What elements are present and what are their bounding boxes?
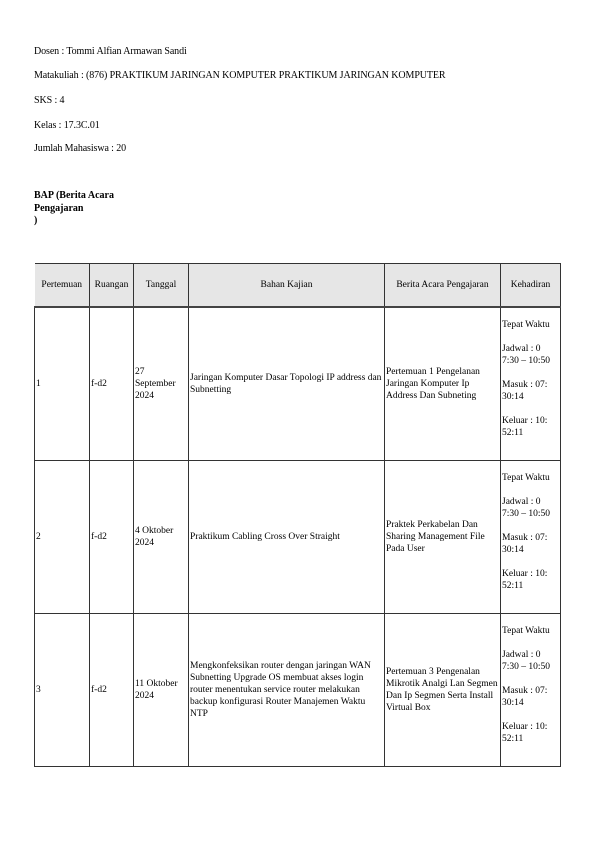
cell-tanggal: 4 Oktober 2024 (134, 460, 189, 613)
kelas-line: Kelas : 17.3C.01 (34, 120, 100, 131)
matakuliah-line: Matakuliah : (876) PRAKTIKUM JARINGAN KOMPUTER PRAKTIKUM JARINGAN KOMPUTER (34, 70, 446, 81)
table-row (35, 613, 561, 766)
cell-kehadiran (501, 613, 561, 766)
cell-bahan-kajian: Jaringan Komputer Dasar Topologi IP address dan Subnetting (189, 307, 385, 460)
bap-heading-line: ) (34, 215, 38, 226)
table-header-row (35, 264, 561, 308)
kehadiran-jadwal: Jadwal : 0 7:30 – 10:50 (502, 496, 551, 519)
kehadiran-status: Tepat Waktu (502, 320, 550, 330)
cell-pertemuan: 3 (35, 613, 90, 766)
cell-berita-acara: Pertemuan 1 Pengelanan Jaringan Komputer Ip Address Dan Subneting (385, 307, 501, 460)
column-header-kehadiran: Kehadiran (501, 264, 561, 308)
cell-kehadiran (501, 460, 561, 613)
kehadiran-keluar: Keluar : 10: 52:11 (502, 721, 548, 744)
column-header-pertemuan: Pertemuan (35, 264, 90, 308)
cell-berita-acara: Pertemuan 3 Pengenalan Mikrotik Analgi Lan Segmen Dan Ip Segmen Serta Install Virtual Box (385, 613, 501, 766)
bap-table-wrapper (34, 263, 560, 767)
kehadiran-keluar: Keluar : 10: 52:11 (502, 416, 548, 438)
sks-line: SKS : 4 (34, 95, 65, 106)
table-row (35, 307, 561, 460)
kehadiran-masuk: Masuk : 07: 30:14 (502, 380, 548, 402)
kehadiran-jadwal: Jadwal : 0 7:30 – 10:50 (502, 649, 551, 672)
kehadiran-masuk: Masuk : 07: 30:14 (502, 685, 548, 708)
bap-heading (34, 190, 134, 228)
cell-pertemuan: 1 (35, 307, 90, 460)
column-header-bahan-kajian: Bahan Kajian (189, 264, 385, 308)
column-header-tanggal: Tanggal (134, 264, 189, 308)
cell-bahan-kajian: Mengkonfeksikan router dengan jaringan WAN Subnetting Upgrade OS membuat akses login router menentukan service router melakukan backup konfigurasi Router Manajemen Waktu NTP (189, 613, 385, 766)
table-row (35, 460, 561, 613)
bap-table (34, 263, 561, 767)
jumlah-mahasiswa-line: Jumlah Mahasiswa : 20 (34, 143, 127, 154)
bap-heading-line: BAP (Berita Acara (34, 190, 114, 201)
bap-heading-line: Pengajaran (34, 202, 84, 214)
cell-tanggal: 27 September 2024 (134, 307, 189, 460)
column-header-berita-acara: Berita Acara Pengajaran (385, 264, 501, 308)
cell-ruangan: f-d2 (90, 613, 134, 766)
cell-kehadiran (501, 307, 561, 460)
kehadiran-status: Tepat Waktu (502, 472, 550, 483)
kehadiran-masuk: Masuk : 07: 30:14 (502, 532, 548, 555)
cell-pertemuan: 2 (35, 460, 90, 613)
column-header-ruangan: Ruangan (90, 264, 134, 308)
dosen-line: Dosen : Tommi Alfian Armawan Sandi (34, 46, 187, 57)
cell-bahan-kajian: Praktikum Cabling Cross Over Straight (189, 460, 385, 613)
cell-tanggal: 11 Oktober 2024 (134, 613, 189, 766)
kehadiran-jadwal: Jadwal : 0 7:30 – 10:50 (502, 344, 551, 366)
cell-ruangan: f-d2 (90, 460, 134, 613)
cell-berita-acara: Praktek Perkabelan Dan Sharing Management File Pada User (385, 460, 501, 613)
cell-ruangan: f-d2 (90, 307, 134, 460)
kehadiran-status: Tepat Waktu (502, 625, 550, 636)
kehadiran-keluar: Keluar : 10: 52:11 (502, 568, 548, 591)
